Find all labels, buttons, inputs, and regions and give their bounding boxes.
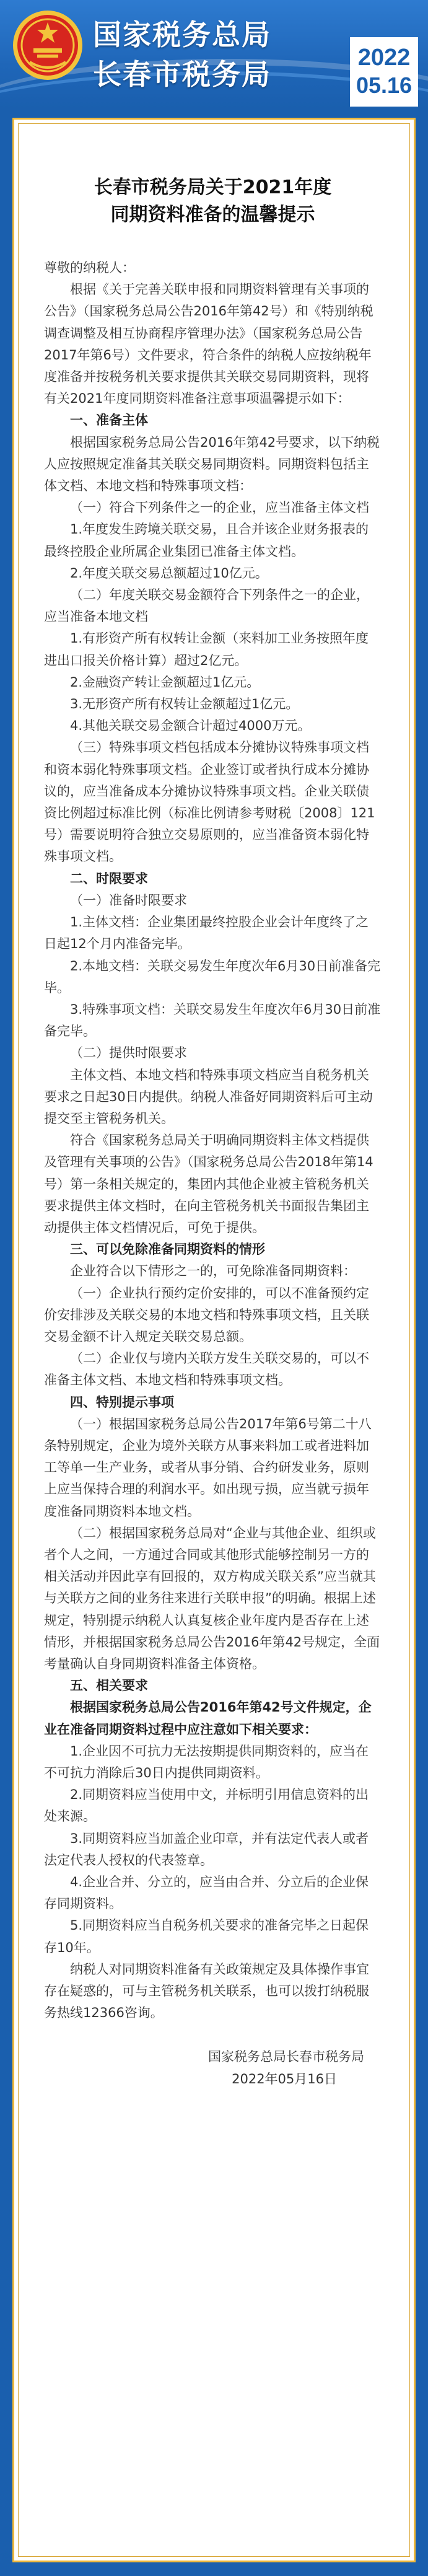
title-line-2: 同期资料准备的温馨提示 xyxy=(110,204,315,226)
paragraph: 3.无形资产所有权转让金额超过1亿元。 xyxy=(70,697,299,712)
org-subtitle: 长春市税务局 xyxy=(93,58,271,91)
signature: 国家税务总局长春市税务局 xyxy=(208,2049,364,2065)
document-content xyxy=(44,174,382,2090)
paragraph: （二）企业仅与境内关联方发生关联交易的，可以不准备主体文档、本地文档和特殊事项文档。 xyxy=(44,1351,369,1388)
paragraph: 3.同期资料应当加盖企业印章，并有法定代表人或者法定代表人授权的代表签章。 xyxy=(44,1831,369,1868)
paragraph: 符合《国家税务总局关于明确同期资料主体文档提供及管理有关事项的公告》（国家税务总局公告2018年第14号）第一条相关规定的，集团内其他企业被主管税务机关要求提供主体文档时，在向主管税务机关书面报告集团主动提供主体文档情况后，可免于提供。 xyxy=(44,1133,373,1235)
section-heading: 四、特别提示事项 xyxy=(70,1394,174,1410)
header-banner xyxy=(0,0,428,108)
paragraph: 企业符合以下情形之一的，可免除准备同期资料： xyxy=(70,1264,356,1279)
paragraph: 5.同期资料应当自税务机关要求的准备完毕之日起保存10年。 xyxy=(44,1918,369,1955)
section-heading: 二、时限要求 xyxy=(70,871,148,886)
paragraph: 1.主体文档：企业集团最终控股企业会计年度终了之日起12个月内准备完毕。 xyxy=(44,915,369,952)
paragraph: （一）符合下列条件之一的企业，应当准备主体文档 xyxy=(70,500,369,516)
org-title: 国家税务总局 xyxy=(93,18,271,51)
paragraph: （二）提供时限要求 xyxy=(70,1045,187,1061)
paragraph: 4.企业合并、分立的，应当由合并、分立后的企业保存同期资料。 xyxy=(44,1875,369,1912)
paragraph: 1.有形资产所有权转让金额（来料加工业务按照年度进出口报关价格计算）超过2亿元。 xyxy=(44,631,369,668)
paragraph: （三）特殊事项文档包括成本分摊协议特殊事项文档和资本弱化特殊事项文档。企业签订或者执行成本分摊协议的，应当准备成本分摊协议特殊事项文档。企业关联债资比例超过标准比例（标准比例请参考财税〔2008〕121号）需要说明符合独立交易原则的，应当准备资本弱化特殊事项文档。 xyxy=(44,740,375,864)
paragraph: 主体文档、本地文档和特殊事项文档应当自税务机关要求之日起30日内提供。纳税人准备好同期资料后可主动提交至主管税务机关。 xyxy=(44,1067,373,1126)
paragraph: （一）企业执行预约定价安排的，可以不准备预约定价安排涉及关联交易的本地文档和特殊事项文档，且关联交易金额不计入规定关联交易总额。 xyxy=(44,1285,369,1344)
paragraph: （一）准备时限要求 xyxy=(70,892,187,908)
paragraph-bold: 根据国家税务总局公告2016年第42号文件规定，企业在准备同期资料过程中应注意如下相关要求： xyxy=(44,1700,372,1737)
paragraph: （二）根据国家税务总局对“企业与其他企业、组织或者个人之间，一方通过合同或其他形式能够控制另一方的相关活动并因此享有回报的，双方构成关联关系”应当就其与关联方之间的业务往来进行关联申报”的明确。根据上述规定，特别提示纳税人认真复核企业年度内是否存在上述情形，并根据国家税务总局公告2016年第42号规定，全面考量确认自身同期资料准备主体资格。 xyxy=(44,1525,380,1671)
paragraph: 根据国家税务总局公告2016年第42号要求，以下纳税人应按照规定准备其关联交易同期资料。同期资料包括主体文档、本地文档和特殊事项文档： xyxy=(44,434,380,494)
section-heading: 五、相关要求 xyxy=(70,1678,148,1694)
paragraph: 2.同期资料应当使用中文，并标明引用信息资料的出处来源。 xyxy=(44,1787,369,1824)
title-line-1: 长春市税务局关于2021年度 xyxy=(94,177,332,198)
signature-block xyxy=(44,2046,382,2090)
paragraph: 2.金融资产转让金额超过1亿元。 xyxy=(70,674,260,690)
date-year: 2022 xyxy=(357,45,411,71)
paragraph: （二）年度关联交易金额符合下列条件之一的企业，应当准备本地文档 xyxy=(44,587,369,625)
paragraph: 2.年度关联交易总额超过10亿元。 xyxy=(70,565,268,581)
signature-date: 2022年05月16日 xyxy=(232,2071,337,2086)
tax-emblem-icon xyxy=(11,9,84,82)
paragraph: （一）根据国家税务总局公告2017年第6号第二十八条特别规定，企业为境外关联方从事来料加工或者进料加工等单一生产业务，或者从事分销、合约研发业务，原则上应当保持合理的利润水平。如出现亏损，应当就亏损年度准备同期资料本地文档。 xyxy=(44,1416,372,1519)
paragraph: 1.年度发生跨境关联交易，且合并该企业财务报表的最终控股企业所属企业集团已准备主体文档。 xyxy=(44,522,369,559)
paragraph: 1.企业因不可抗力无法按期提供同期资料的，应当在不可抗力消除后30日内提供同期资料。 xyxy=(44,1743,369,1781)
paragraph: 4.其他关联交易金额合计超过4000万元。 xyxy=(70,718,311,734)
section-heading: 一、准备主体 xyxy=(70,413,148,428)
paragraph: 2.本地文档：关联交易发生年度次年6月30日前准备完毕。 xyxy=(44,958,381,995)
intro-paragraph: 根据《关于完善关联申报和同期资料管理有关事项的公告》（国家税务总局公告2016年第42号）和《特别纳税调查调整及相互协商程序管理办法》（国家税务总局公告2017年第6号）文件要求，符合条件的纳税人应按纳税年度准备并按税务机关要求提供其关联交易同期资料，现将有关2021年度同期资料准备注意事项温馨提示如下： xyxy=(44,282,373,407)
greeting: 尊敬的纳税人： xyxy=(44,260,135,275)
document-paper xyxy=(12,118,416,2562)
document-title xyxy=(44,174,382,229)
date-month-day: 05.16 xyxy=(356,73,413,98)
section-heading: 三、可以免除准备同期资料的情形 xyxy=(70,1242,265,1257)
closing-paragraph: 纳税人对同期资料准备有关政策规定及具体操作事宜存在疑惑的，可与主管税务机关联系，也可以拨打纳税服务热线12366咨询。 xyxy=(44,1961,369,2021)
paragraph: 3.特殊事项文档：关联交易发生年度次年6月30日前准备完毕。 xyxy=(44,1001,381,1039)
date-badge xyxy=(350,37,418,107)
